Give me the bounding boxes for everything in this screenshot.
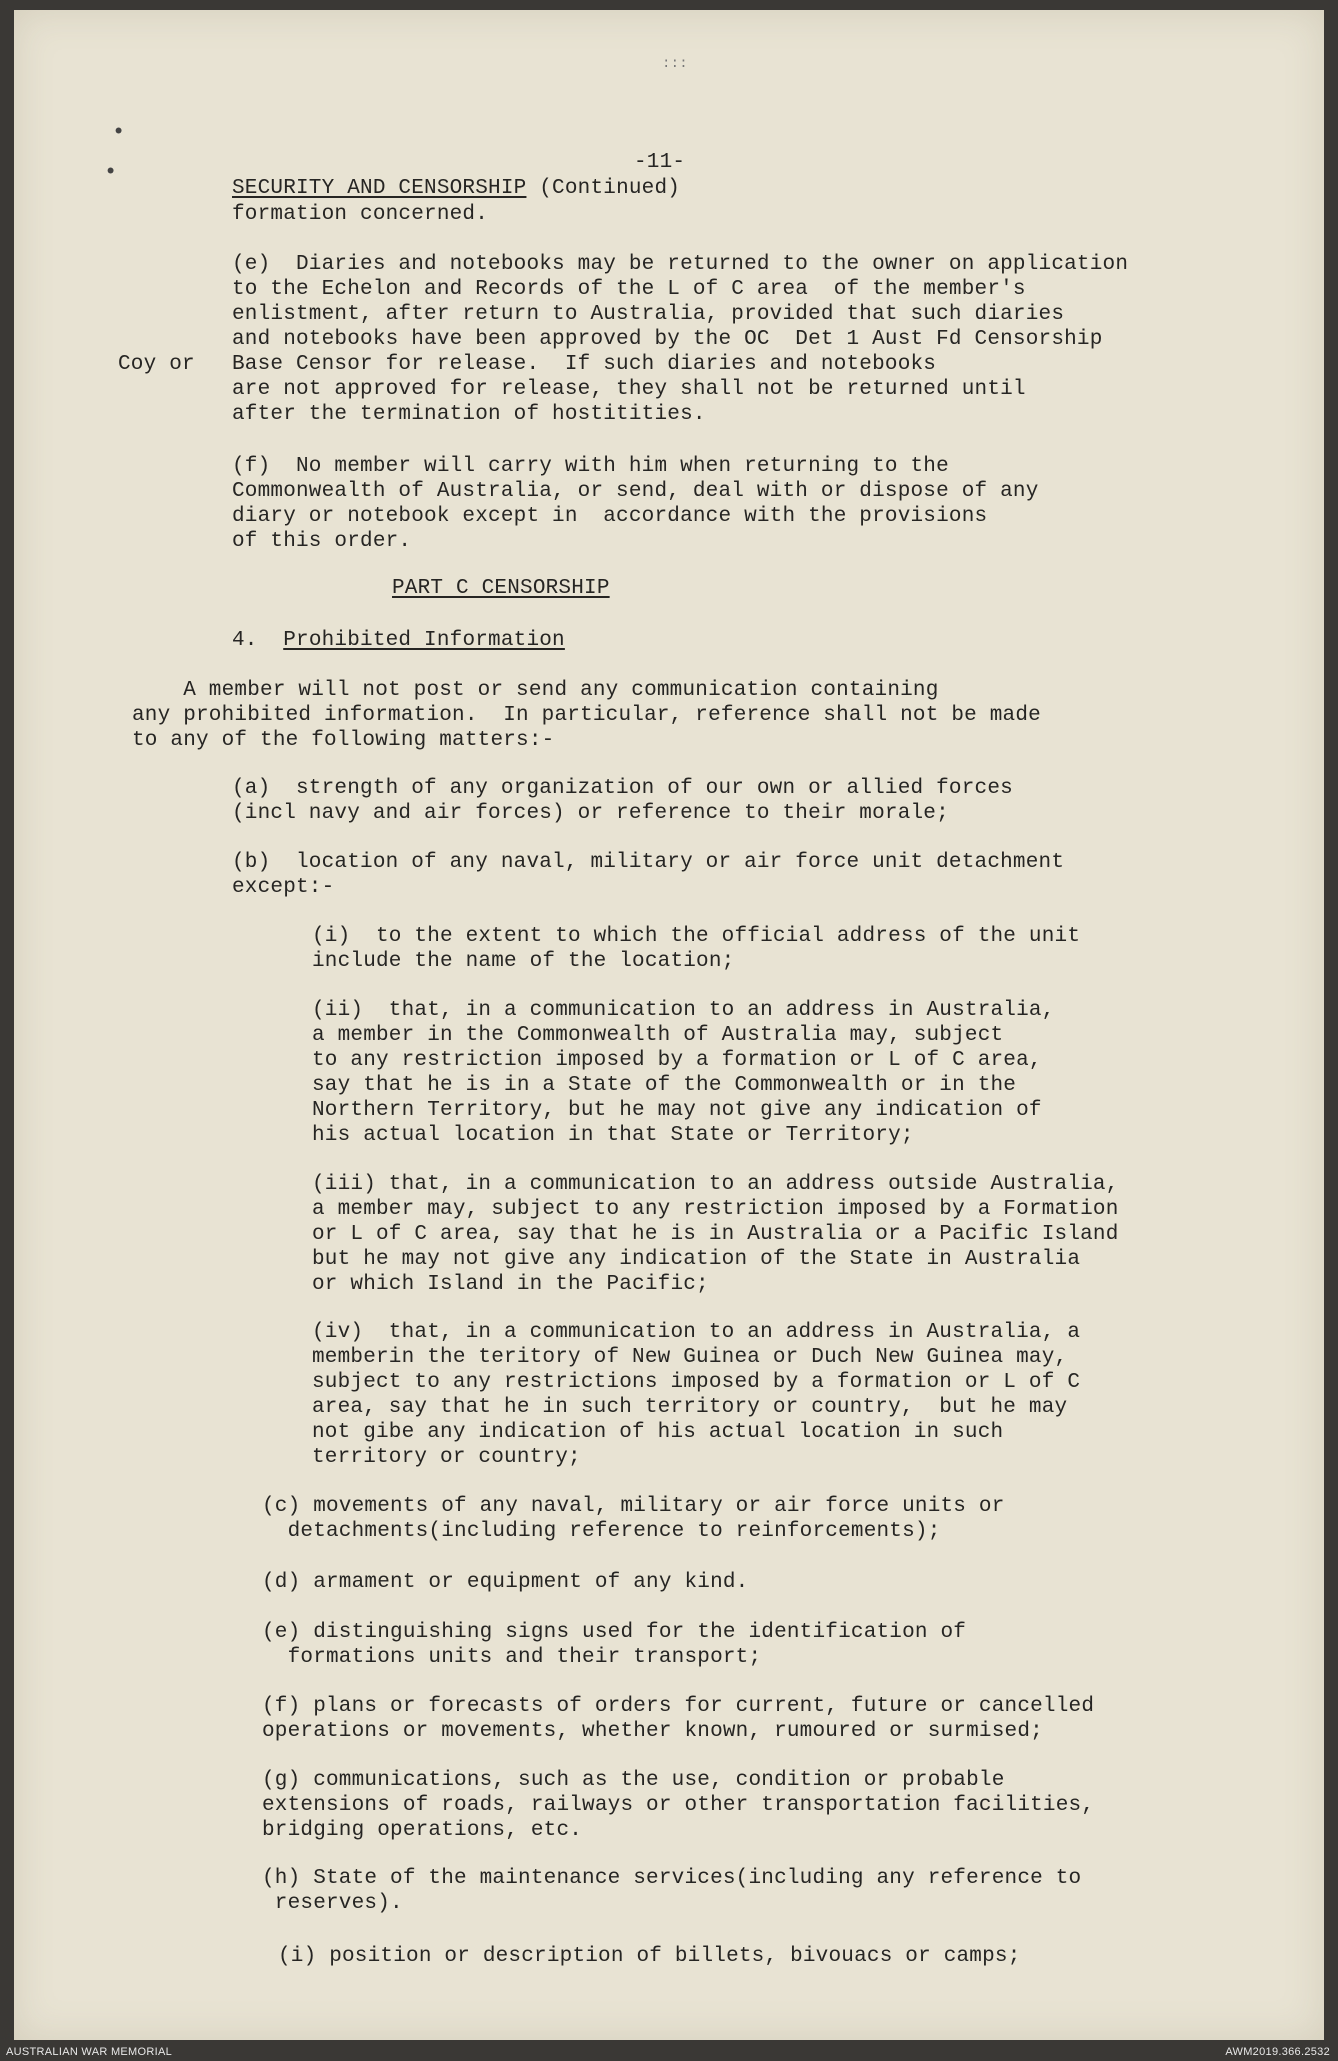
item-e-distinguishing (262, 1620, 966, 1670)
section-4-title: Prohibited Information (283, 629, 565, 652)
page-header (232, 176, 680, 201)
item-g-line: (g) communications, such as the use, condition or probable (262, 1769, 1005, 1792)
intro-paragraph-line: to any of the following matters:- (132, 729, 555, 752)
sub-item-iv-line: area, say that he in such territory or country, but he may (312, 1396, 1068, 1419)
page-number: -11- (634, 151, 686, 174)
sub-item-iv-line: territory or country; (312, 1446, 581, 1469)
item-b-line: (b) location of any naval, military or air force unit detachment (232, 851, 1065, 874)
sub-item-iii-line: or which Island in the Pacific; (312, 1273, 709, 1296)
punch-mark-upper: • (112, 120, 126, 145)
item-g-line: bridging operations, etc. (262, 1819, 583, 1842)
item-d (262, 1570, 748, 1595)
item-g (262, 1768, 1094, 1843)
paragraph-f (232, 454, 1039, 554)
header-title: SECURITY AND CENSORSHIP (232, 177, 527, 200)
item-d-line: (d) armament or equipment of any kind. (262, 1571, 749, 1594)
intro-paragraph-line: any prohibited information. In particular, reference shall not be made (132, 704, 1041, 727)
item-e-distinguishing-line: (e) distinguishing signs used for the identification of (262, 1621, 967, 1644)
paragraph-f-line: Commonwealth of Australia, or send, deal with or dispose of any (232, 480, 1039, 503)
item-f-plans-line: (f) plans or forecasts of orders for current, future or cancelled (262, 1695, 1095, 1718)
sub-item-i-line: (i) to the extent to which the official address of the unit (312, 925, 1081, 948)
sub-item-ii-line: say that he is in a State of the Commonwealth or in the (312, 1074, 1017, 1097)
sub-item-ii-line: (ii) that, in a communication to an address in Australia, (312, 999, 1055, 1022)
item-i-line: (i) position or description of billets, bivouacs or camps; (278, 1945, 1021, 1968)
sub-item-iii-line: but he may not give any indication of the State in Australia (312, 1248, 1081, 1271)
paragraph-e (232, 252, 1128, 427)
top-mark: ::: (662, 56, 688, 72)
footer-credit: AUSTRALIAN WAR MEMORIAL (6, 2046, 173, 2058)
paragraph-e-line: and notebooks have been approved by the OC Det 1 Aust Fd Censorship (232, 328, 1103, 351)
sub-item-i-line: include the name of the location; (312, 950, 735, 973)
item-e-distinguishing-line: formations units and their transport; (262, 1646, 762, 1669)
item-b-line: except:- (232, 876, 335, 899)
intro-line: formation concerned. (232, 203, 489, 226)
section-4-number: 4. (232, 629, 258, 652)
paragraph-e-line: to the Echelon and Records of the L of C area of the member's (232, 278, 1026, 301)
sub-item-i (312, 924, 1080, 974)
paragraph-e-line: (e) Diaries and notebooks may be returned to the owner on application (232, 253, 1129, 276)
sub-item-ii-line: his actual location in that State or Territory; (312, 1124, 914, 1147)
paragraph-f-line: diary or notebook except in accordance with the provisions (232, 505, 988, 528)
paragraph-f-line: of this order. (232, 530, 412, 553)
paragraph-e-line: after the termination of hostitities. (232, 403, 706, 426)
part-c-heading: PART C CENSORSHIP (392, 577, 610, 600)
sub-item-ii-line: to any restriction imposed by a formation or L of C area, (312, 1049, 1042, 1072)
intro-paragraph-line: A member will not post or send any communication containing (132, 679, 939, 702)
sub-item-iii-line: a member may, subject to any restriction imposed by a Formation (312, 1198, 1119, 1221)
item-f-plans (262, 1694, 1094, 1744)
item-c (262, 1494, 1005, 1544)
sub-item-ii-line: Northern Territory, but he may not give any indication of (312, 1099, 1042, 1122)
item-i (278, 1944, 1021, 1969)
item-g-line: extensions of roads, railways or other transportation facilities, (262, 1794, 1095, 1817)
sub-item-iv-line: (iv) that, in a communication to an address in Australia, a (312, 1321, 1081, 1344)
item-h (262, 1866, 1081, 1916)
item-a-line: (a) strength of any organization of our own or allied forces (232, 777, 1013, 800)
margin-note-coy-or: Coy or (118, 353, 195, 376)
paragraph-e-line: enlistment, after return to Australia, provided that such diaries (232, 303, 1065, 326)
punch-mark-lower: • (104, 160, 118, 185)
sub-item-iv-line: subject to any restrictions imposed by a formation or L of C (312, 1371, 1081, 1394)
sub-item-iii-line: (iii) that, in a communication to an address outside Australia, (312, 1173, 1119, 1196)
paragraph-e-line: are not approved for release, they shall not be returned until (232, 378, 1026, 401)
sub-item-ii (312, 998, 1055, 1148)
sub-item-iv (312, 1320, 1080, 1470)
sub-item-iv-line: not gibe any indication of his actual location in such (312, 1421, 1004, 1444)
item-h-line: reserves). (262, 1892, 403, 1915)
sub-item-iii-line: or L of C area, say that he is in Australia or a Pacific Island (312, 1223, 1119, 1246)
paragraph-f-line: (f) No member will carry with him when returning to the (232, 455, 949, 478)
sub-item-iii (312, 1172, 1119, 1297)
item-f-plans-line: operations or movements, whether known, rumoured or surmised; (262, 1720, 1043, 1743)
item-a-line: (incl navy and air forces) or reference to their morale; (232, 802, 949, 825)
section-4-heading (232, 628, 565, 653)
item-c-line: detachments(including reference to reinforcements); (262, 1520, 941, 1543)
sub-item-iv-line: memberin the teritory of New Guinea or Duch New Guinea may, (312, 1346, 1068, 1369)
item-h-line: (h) State of the maintenance services(including any reference to (262, 1867, 1082, 1890)
sub-item-ii-line: a member in the Commonwealth of Australia may, subject (312, 1024, 1004, 1047)
item-b (232, 850, 1064, 900)
footer-reference: AWM2019.366.2532 (1225, 2046, 1330, 2058)
item-c-line: (c) movements of any naval, military or air force units or (262, 1495, 1005, 1518)
header-continued: (Continued) (526, 177, 681, 200)
paragraph-e-line: Base Censor for release. If such diaries and notebooks (232, 353, 937, 376)
intro-paragraph (132, 678, 1041, 753)
item-a (232, 776, 1013, 826)
document-page (14, 10, 1324, 2040)
